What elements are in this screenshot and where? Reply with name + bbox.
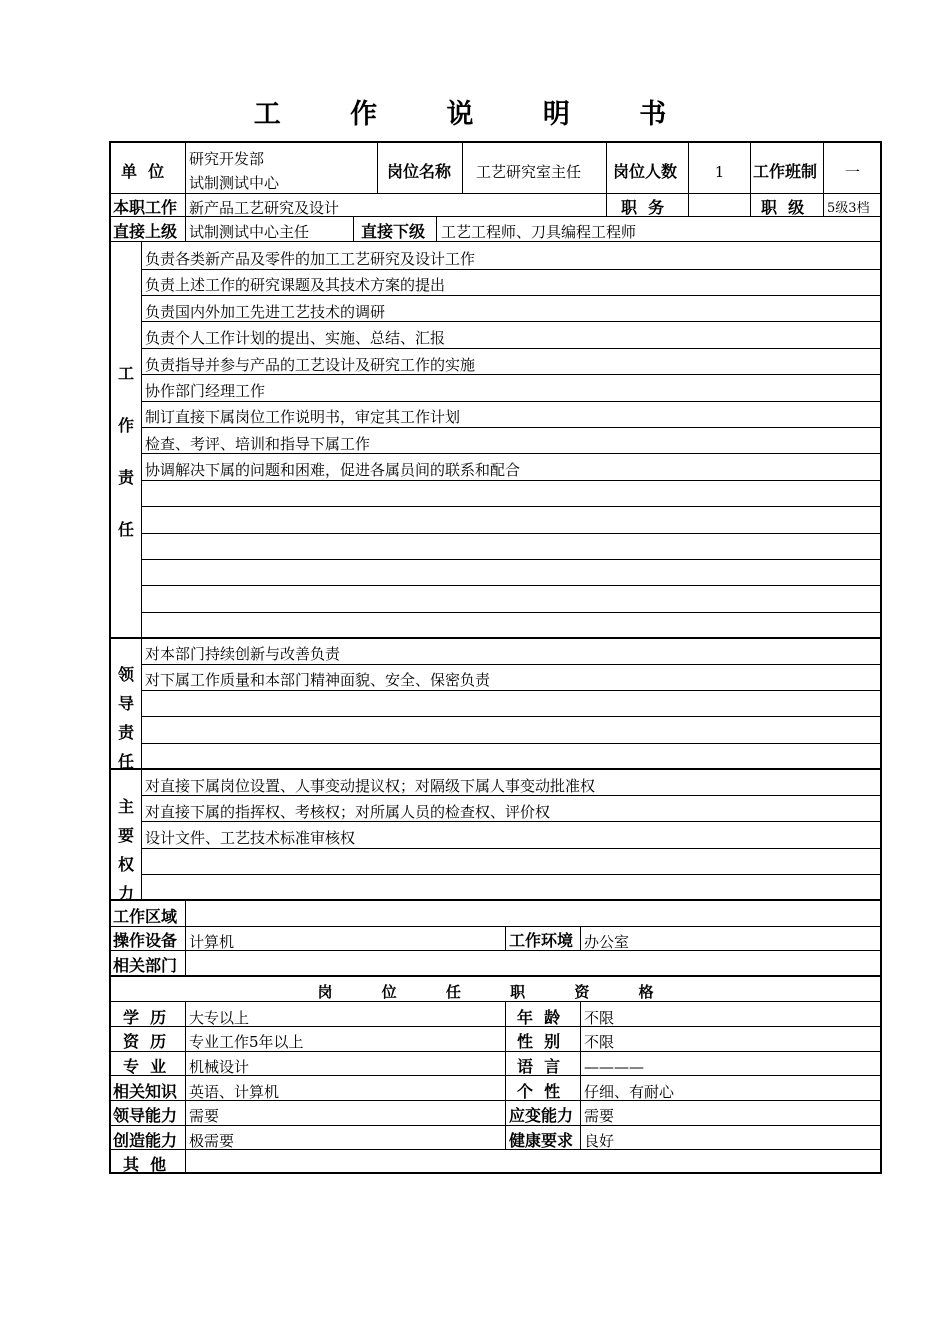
language-label: 语 言 (517, 1057, 561, 1076)
major-label: 专 业 (123, 1057, 167, 1076)
knowledge-value: 英语、计算机 (189, 1083, 280, 1101)
gender-label: 性 别 (517, 1032, 561, 1051)
job-value: 新产品工艺研究及设计 (189, 199, 340, 217)
page-title: 工 作 说 明 书 (253, 99, 697, 130)
duty-item: 制订直接下属岗位工作说明书，审定其工作计划 (145, 408, 461, 426)
position-name-value: 工艺研究室主任 (476, 163, 582, 181)
equipment-label: 操作设备 (113, 931, 178, 950)
job-label: 本职工作 (113, 198, 178, 217)
level-label: 职 级 (761, 198, 805, 217)
environment-label: 工作环境 (509, 931, 574, 950)
authority-label: 主 要 权 力 (117, 797, 134, 903)
unit-label: 单 位 (121, 162, 165, 181)
creativity-value: 极需要 (189, 1132, 235, 1150)
education-label: 学 历 (123, 1008, 167, 1027)
language-value: ———— (584, 1058, 644, 1076)
experience-value: 专业工作5年以上 (189, 1033, 304, 1051)
duty-item: 负责个人工作计划的提出、实施、总结、汇报 (145, 329, 446, 347)
duty-item: 负责各类新产品及零件的加工工艺研究及设计工作 (145, 250, 476, 268)
work-area-label: 工作区域 (113, 907, 178, 926)
health-value: 良好 (584, 1132, 615, 1150)
adaptability-label: 应变能力 (509, 1106, 574, 1125)
headcount-value: 1 (714, 163, 725, 181)
gender-value: 不限 (584, 1033, 615, 1051)
headcount-label: 岗位人数 (613, 162, 678, 181)
duty-label: 职 务 (621, 198, 665, 217)
duty-item: 负责上述工作的研究课题及其技术方案的提出 (145, 276, 446, 294)
duty-item: 负责指导并参与产品的工艺设计及研究工作的实施 (145, 356, 476, 374)
environment-value: 办公室 (584, 933, 630, 951)
education-value: 大专以上 (189, 1009, 250, 1027)
subordinate-label: 直接下级 (361, 222, 426, 241)
unit-value-line2: 试制测试中心 (189, 174, 280, 192)
leadership-item: 对本部门持续创新与改善负责 (145, 645, 341, 663)
subordinate-value: 工艺工程师、刀具编程工程师 (441, 223, 637, 241)
adaptability-value: 需要 (584, 1107, 615, 1125)
authority-item: 对直接下属的指挥权、考核权；对所属人员的检查权、评价权 (145, 803, 551, 821)
duty-item: 协调解决下属的问题和困难，促进各属员间的联系和配合 (145, 461, 521, 479)
experience-label: 资 历 (123, 1032, 167, 1051)
leadership-label: 领 导 责 任 (117, 665, 134, 771)
leadership-ability-value: 需要 (189, 1107, 220, 1125)
duty-item: 负责国内外加工先进工艺技术的调研 (145, 303, 386, 321)
leadership-ability-label: 领导能力 (113, 1106, 178, 1125)
age-value: 不限 (584, 1009, 615, 1027)
knowledge-label: 相关知识 (113, 1082, 178, 1101)
creativity-label: 创造能力 (113, 1131, 178, 1150)
authority-item: 对直接下属岗位设置、人事变动提议权；对隔级下属人事变动批准权 (145, 777, 596, 795)
major-value: 机械设计 (189, 1058, 250, 1076)
personality-value: 仔细、有耐心 (584, 1083, 675, 1101)
level-value: 5级3档 (827, 201, 870, 216)
shift-value: 一 (844, 163, 860, 181)
age-label: 年 龄 (517, 1008, 561, 1027)
related-dept-label: 相关部门 (113, 956, 178, 975)
equipment-value: 计算机 (189, 933, 235, 951)
other-label: 其 他 (123, 1155, 167, 1174)
superior-label: 直接上级 (113, 222, 178, 241)
duties-label: 工 作 责 任 (117, 364, 134, 539)
job-description-form (109, 141, 882, 1174)
unit-value-line1: 研究开发部 (189, 150, 265, 168)
health-label: 健康要求 (509, 1131, 574, 1150)
authority-item: 设计文件、工艺技术标准审核权 (145, 829, 356, 847)
shift-label: 工作班制 (753, 162, 818, 181)
personality-label: 个 性 (517, 1082, 561, 1101)
position-name-label: 岗位名称 (387, 162, 452, 181)
qualifications-title: 岗 位 任 职 资 格 (317, 983, 676, 1001)
duty-item: 协作部门经理工作 (145, 382, 266, 400)
duty-item: 检查、考评、培训和指导下属工作 (145, 435, 371, 453)
superior-value: 试制测试中心主任 (189, 223, 310, 241)
leadership-item: 对下属工作质量和本部门精神面貌、安全、保密负责 (145, 671, 491, 689)
